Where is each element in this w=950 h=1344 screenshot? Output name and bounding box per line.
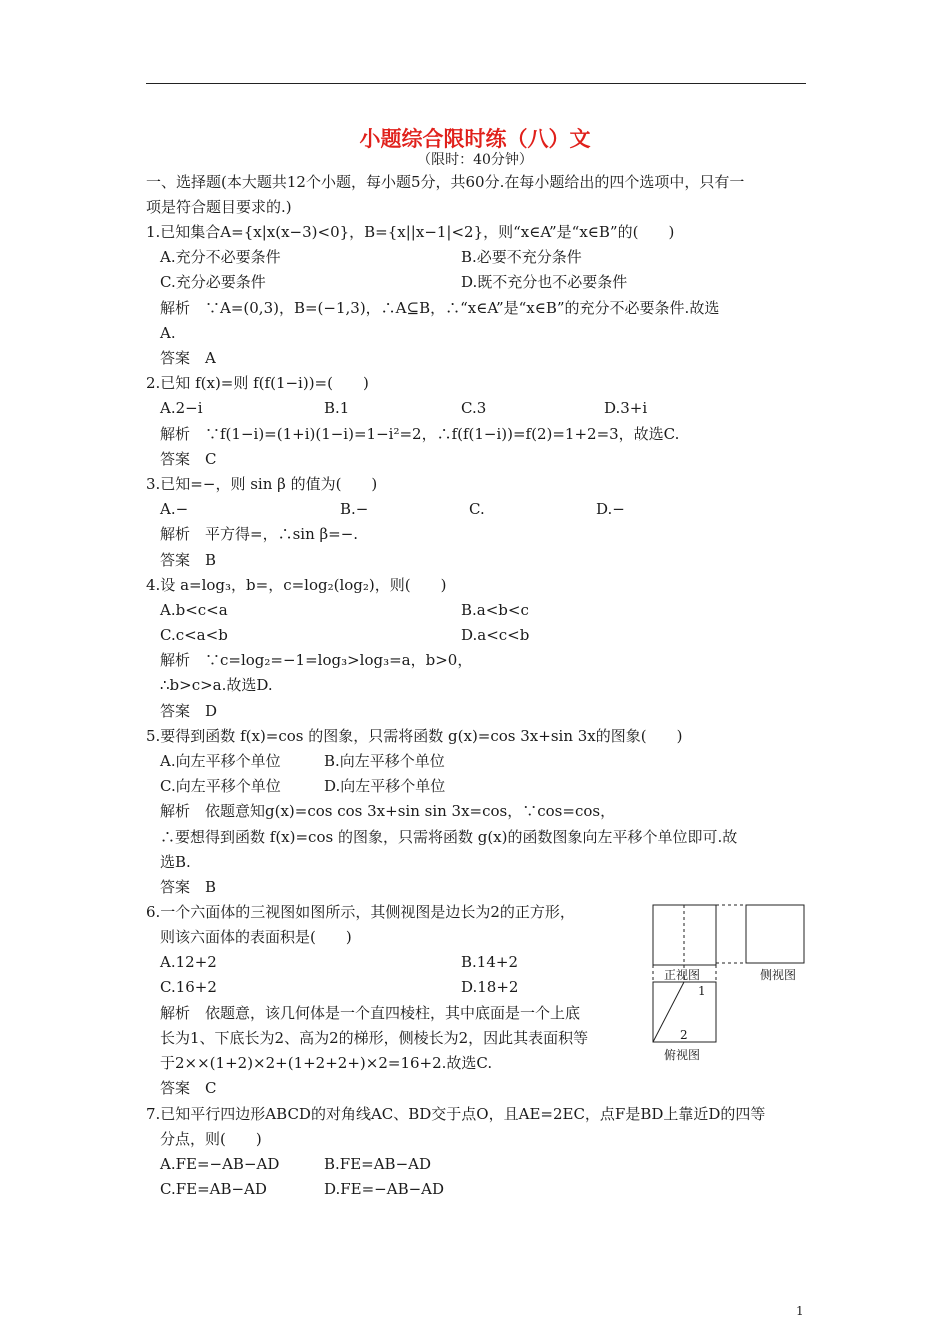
three-view-figure <box>650 902 810 1072</box>
text-line: 项是符合题目要求的.) <box>146 198 292 216</box>
side-view-shape <box>746 905 804 963</box>
text-line: 3.已知=−，则 sin β 的值为( ) <box>146 475 378 493</box>
text-line: C.向左平移个单位 <box>160 777 281 795</box>
text-line: 7.已知平行四边形ABCD的对角线AC、BD交于点O，且AE=2EC，点F是BD上靠近D的四等 <box>146 1105 766 1123</box>
text-line: A.b<c<a <box>160 601 228 619</box>
text-line: D.既不充分也不必要条件 <box>461 273 628 291</box>
text-line: 于2××(1+2)×2+(1+2+2+)×2=16+2.故选C. <box>160 1054 493 1072</box>
header-rule <box>146 83 806 84</box>
text-line: A. <box>160 324 176 342</box>
front-view-label: 正视图 <box>664 968 701 982</box>
text-line: D.− <box>596 500 625 518</box>
text-line: B.必要不充分条件 <box>461 248 582 266</box>
text-line: D.FE=−AB−AD <box>324 1180 445 1198</box>
text-line: A.12+2 <box>160 953 217 971</box>
text-line: B.FE=AB−AD <box>324 1155 431 1173</box>
text-line: A.FE=−AB−AD <box>160 1155 280 1173</box>
text-line: 答案 D <box>160 702 218 720</box>
text-line: A.充分不必要条件 <box>160 248 281 266</box>
page-number: 1 <box>796 1304 804 1318</box>
text-line: B.向左平移个单位 <box>324 752 445 770</box>
text-line: 1.已知集合A={x|x(x−3)<0}，B={x||x−1|<2}，则“x∈A”是“x∈B”的( ) <box>146 223 675 241</box>
text-line: D.18+2 <box>461 978 519 996</box>
text-line: C. <box>469 500 485 518</box>
text-line: C.FE=AB−AD <box>160 1180 267 1198</box>
text-line: 答案 A <box>160 349 216 367</box>
text-line: D.a<c<b <box>461 626 530 644</box>
text-line: 答案 C <box>160 450 217 468</box>
text-line: 解析 ∵f(1−i)=(1+i)(1−i)=1−i²=2，∴f(f(1−i))=f(2)=1+2=3，故选C. <box>160 425 680 443</box>
side-view-label: 侧视图 <box>760 968 797 982</box>
text-line: 答案 C <box>160 1079 217 1097</box>
text-line: 解析 依题意知g(x)=cos cos 3x+sin sin 3x=cos，∵cos=cos， <box>160 802 616 820</box>
text-line: 答案 B <box>160 878 217 896</box>
text-line: 6.一个六面体的三视图如图所示，其侧视图是边长为2的正方形， <box>146 903 575 921</box>
page-subtitle: （限时：40分钟） <box>417 152 533 168</box>
text-line: D.3+i <box>604 399 648 417</box>
text-line: 解析 ∵c=log₂=−1=log₃>log₃=a，b>0， <box>160 651 473 669</box>
text-line: C.16+2 <box>160 978 217 996</box>
text-line: D.向左平移个单位 <box>324 777 446 795</box>
top-view-lower-length: 2 <box>680 1028 688 1042</box>
text-line: 选B. <box>160 853 191 871</box>
text-line: B.14+2 <box>461 953 518 971</box>
text-line: B.− <box>340 500 369 518</box>
text-line: ∴要想得到函数 f(x)=cos 的图象，只需将函数 g(x)的函数图象向左平移个单位即可.故 <box>160 828 738 846</box>
text-line: C.3 <box>461 399 487 417</box>
text-line: 5.要得到函数 f(x)=cos 的图象，只需将函数 g(x)=cos 3x+sin 3x的图象( ) <box>146 727 683 745</box>
text-line: 4.设 a=log₃，b=，c=log₂(log₂)，则( ) <box>146 576 447 594</box>
text-line: 解析 平方得=，∴sin β=−. <box>160 525 359 543</box>
text-line: 长为1、下底长为2、高为2的梯形，侧棱长为2，因此其表面积等 <box>160 1029 589 1047</box>
text-line: 则该六面体的表面积是( ) <box>160 928 352 946</box>
page-title: 小题综合限时练（八）文 <box>359 126 591 151</box>
text-line: A.2−i <box>160 399 203 417</box>
top-view-upper-length: 1 <box>698 984 706 998</box>
text-line: 一、选择题(本大题共12个小题，每小题5分，共60分.在每小题给出的四个选项中，只有一 <box>146 173 745 191</box>
text-line: C.充分必要条件 <box>160 273 266 291</box>
text-line: ∴b>c>a.故选D. <box>160 676 273 694</box>
text-line: 解析 ∵A=(0,3)，B=(−1,3)，∴A⊆B，∴“x∈A”是“x∈B”的充分不必要条件.故选 <box>160 299 720 317</box>
text-line: A.− <box>160 500 189 518</box>
text-line: 答案 B <box>160 551 217 569</box>
text-line: B.1 <box>324 399 350 417</box>
text-line: 解析 依题意，该几何体是一个直四棱柱，其中底面是一个上底 <box>160 1004 581 1022</box>
text-line: A.向左平移个单位 <box>160 752 281 770</box>
text-line: 分点，则( ) <box>160 1130 262 1148</box>
top-view-label: 俯视图 <box>664 1048 701 1062</box>
text-line: 2.已知 f(x)=则 f(f(1−i))=( ) <box>146 374 369 392</box>
text-line: C.c<a<b <box>160 626 228 644</box>
text-line: B.a<b<c <box>461 601 529 619</box>
